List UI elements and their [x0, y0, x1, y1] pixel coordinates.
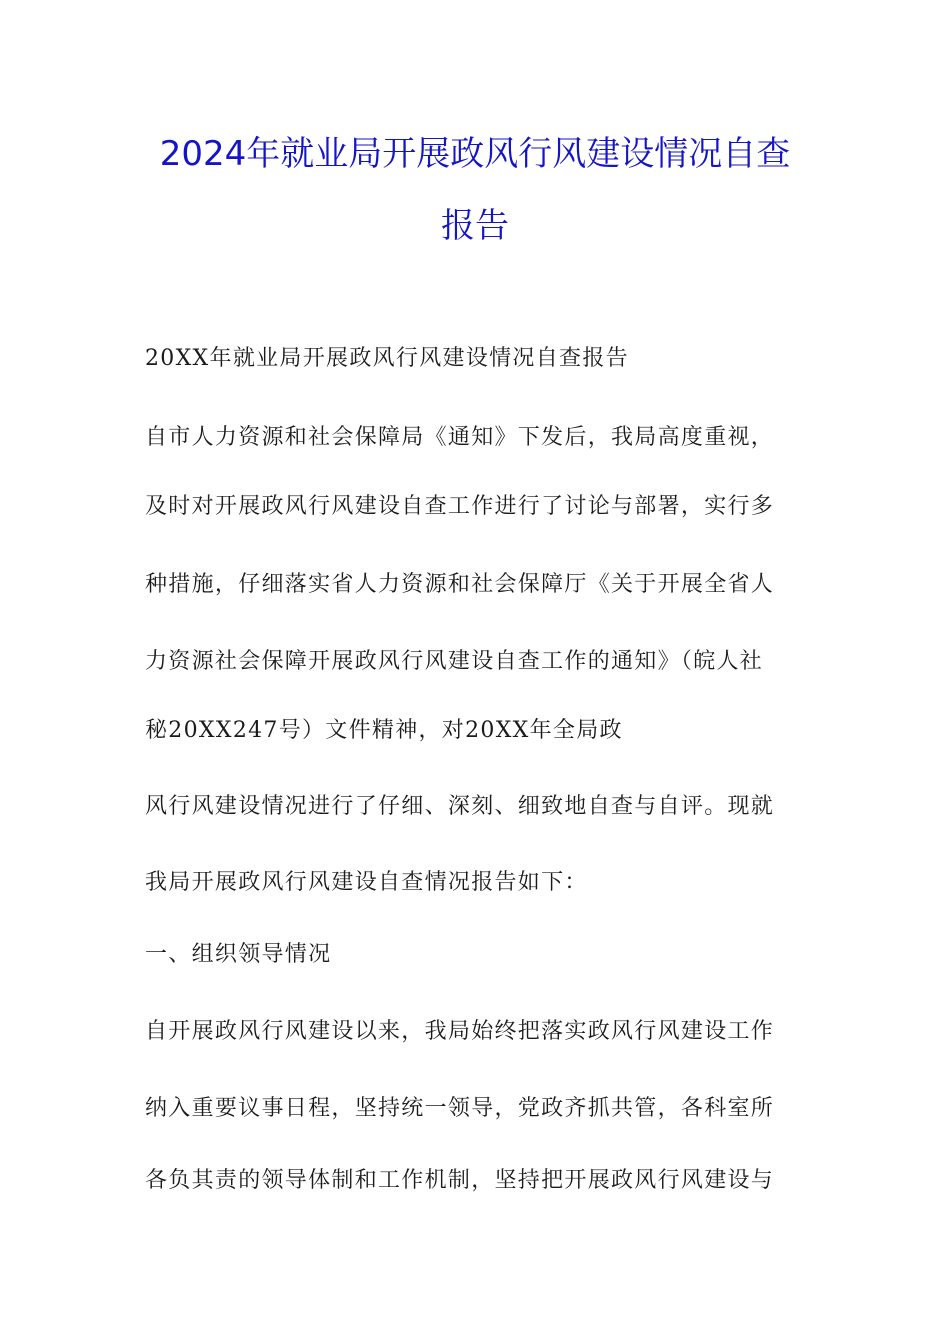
body-line: 纳入重要议事日程，坚持统一领导，党政齐抓共管，各科室所 [145, 1096, 775, 1121]
section-heading: 一、组织领导情况 [145, 942, 332, 967]
document-title-line-2: 报告 [441, 206, 509, 246]
body-line: 我局开展政风行风建设自查情况报告如下： [145, 870, 588, 895]
body-line: 自市人力资源和社会保障局《通知》下发后，我局高度重视， [145, 425, 775, 450]
body-line: 自开展政风行风建设以来，我局始终把落实政风行风建设工作 [145, 1019, 775, 1044]
body-line: 力资源社会保障开展政风行风建设自查工作的通知》（皖人社 [145, 649, 764, 674]
body-line: 及时对开展政风行风建设自查工作进行了讨论与部署，实行多 [145, 494, 775, 519]
body-line: 风行风建设情况进行了仔细、深刻、细致地自查与自评。现就 [145, 794, 775, 819]
body-line: 各负其责的领导体制和工作机制，坚持把开展政风行风建设与 [145, 1168, 775, 1193]
subtitle-line: 20XX年就业局开展政风行风建设情况自查报告 [145, 346, 629, 371]
document-title-line-1: 2024年就业局开展政风行风建设情况自查 [159, 134, 791, 174]
body-line: 秘20XX247号）文件精神，对20XX年全局政 [145, 718, 623, 743]
body-line: 种措施，仔细落实省人力资源和社会保障厅《关于开展全省人 [145, 572, 775, 597]
